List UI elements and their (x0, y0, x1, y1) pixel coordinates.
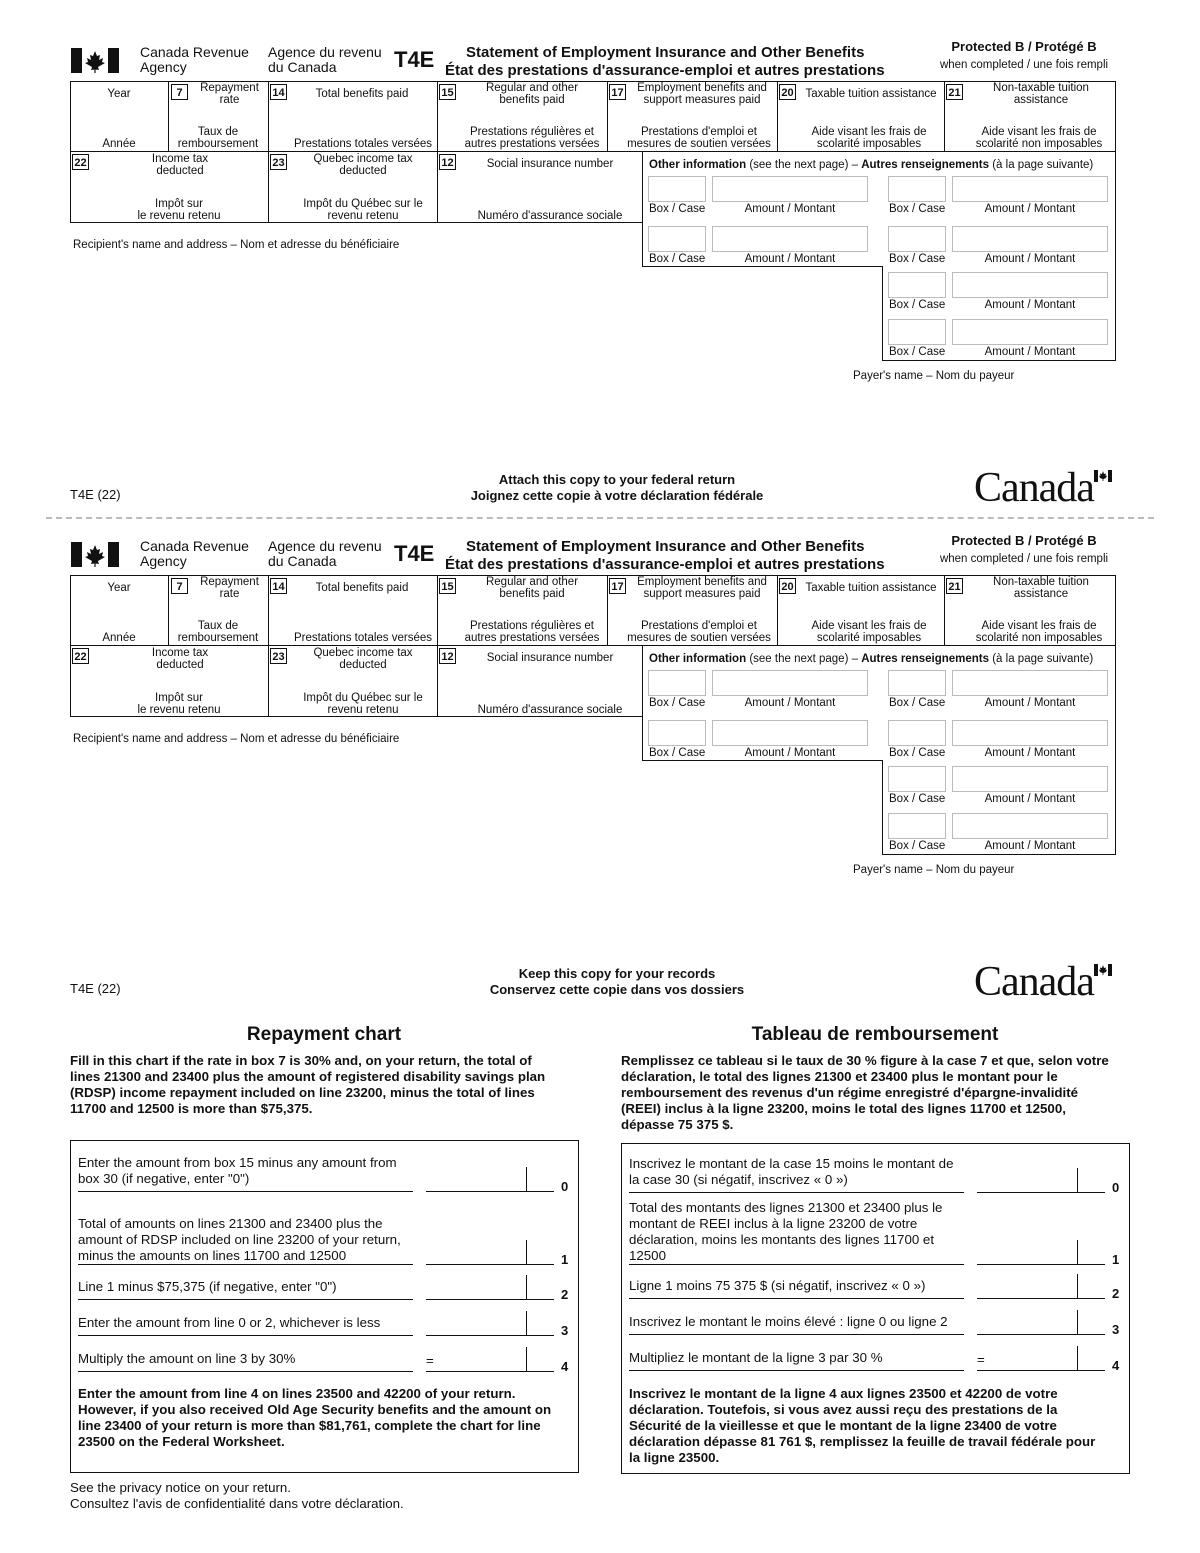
box-14-label-en: Total benefits paid (315, 88, 409, 100)
box-21-label-fr: Aide visant les frais de scolarité non imposables (975, 126, 1103, 150)
other-info-amount-field[interactable] (712, 720, 868, 746)
payer-label: Payer's name – Nom du payeur (853, 864, 1015, 876)
repayment-chart-en (70, 1140, 579, 1473)
other-info-box-field[interactable] (888, 813, 946, 839)
box-21-label-en: Non-taxable tuition assistance (993, 576, 1089, 600)
chart-line-4-number: 4 (1112, 1358, 1120, 1373)
amount-label: Amount / Montant (984, 747, 1076, 759)
box-15-label-en: Regular and other benefits paid (485, 576, 579, 600)
recipient-label: Recipient's name and address – Nom et adresse du bénéficiaire (73, 733, 400, 745)
box-22-number: 22 (72, 154, 89, 170)
other-info-box-field[interactable] (888, 766, 946, 792)
chart-line-3-number: 3 (1112, 1322, 1120, 1337)
box-23-label-en: Quebec income tax deducted (313, 647, 413, 671)
t4e-slip-copy-1 (0, 0, 1200, 511)
amount-label: Amount / Montant (744, 697, 836, 709)
other-info-box-field[interactable] (648, 226, 706, 252)
amount-label: Amount / Montant (744, 203, 836, 215)
chart-line-2-number: 2 (1112, 1286, 1120, 1301)
box-7-label-en: Repayment rate (200, 576, 259, 600)
canada-flag-icon (71, 542, 119, 567)
year-label-fr: Année (102, 632, 136, 644)
copy-instruction-en: Attach this copy to your federal return (498, 472, 736, 487)
chart-line-3-number: 3 (561, 1323, 569, 1338)
chart-title-en: Repayment chart (246, 1024, 402, 1045)
box-20-label-fr: Aide visant les frais de scolarité imposables (811, 126, 927, 150)
form-code: T4E (394, 541, 435, 566)
chart-row-label: Line 1 minus $75,375 (if negative, enter "0") (78, 1279, 337, 1294)
chart-line-0-number: 0 (1112, 1180, 1120, 1195)
box-7-number: 7 (171, 578, 188, 594)
chart-row-label: Inscrivez le montant le moins élevé : ligne 0 ou ligne 2 (629, 1314, 948, 1329)
chart-line-2-input[interactable] (977, 1274, 1105, 1299)
box-23-label-fr: Impôt du Québec sur le revenu retenu (303, 692, 423, 716)
chart-line-0-input[interactable] (426, 1167, 554, 1192)
year-label-fr: Année (102, 138, 136, 150)
chart-line-3-input[interactable] (426, 1311, 554, 1336)
box-20-label-fr: Aide visant les frais de scolarité imposables (811, 620, 927, 644)
amount-label: Amount / Montant (984, 697, 1076, 709)
box-20-number: 20 (779, 578, 796, 594)
box-14-label-fr: Prestations totales versées (293, 138, 433, 150)
box-case-label: Box / Case (889, 793, 946, 805)
box-15-label-fr: Prestations régulières et autres prestations versées (464, 126, 600, 150)
box-15-number: 15 (439, 578, 456, 594)
box-7-label-en: Repayment rate (200, 82, 259, 106)
box-23-number: 23 (270, 154, 287, 170)
chart-line-2-number: 2 (561, 1287, 569, 1302)
other-info-amount-field[interactable] (952, 670, 1108, 696)
box-14-number: 14 (270, 84, 287, 100)
box-12-label-fr: Numéro d'assurance sociale (477, 704, 623, 716)
wordmark-flag-icon (1094, 964, 1112, 976)
amount-label: Amount / Montant (744, 253, 836, 265)
box-12-label-en: Social insurance number (486, 652, 614, 664)
box-20-label-en: Taxable tuition assistance (805, 88, 937, 100)
privacy-notice-en: See the privacy notice on your return. (70, 1480, 291, 1495)
other-info-amount-field[interactable] (712, 226, 868, 252)
equals-sign: = (977, 1352, 985, 1367)
agency-name-en: Canada Revenue Agency (140, 44, 249, 75)
chart-intro-fr: Remplissez ce tableau si le taux de 30 % figure à la case 7 et que, selon votre déclaration, le total des lignes 21300 et 23400 plus le montant pour le remboursement des revenus d'un régime enregistré d'épargne-invalidité (REEI) inclus à la ligne 23200, moins le total des lignes 11700 et 12500, dépasse 75 375 $. (621, 1053, 1109, 1132)
protected-sub: when completed / une fois rempli (939, 59, 1109, 71)
repayment-chart-fr (621, 1143, 1130, 1474)
chart-line-0-number: 0 (561, 1179, 569, 1194)
other-info-amount-field[interactable] (952, 766, 1108, 792)
box-21-label-fr: Aide visant les frais de scolarité non imposables (975, 620, 1103, 644)
other-info-box-field[interactable] (888, 319, 946, 345)
box-case-label: Box / Case (889, 697, 946, 709)
form-version: T4E (22) (70, 487, 121, 502)
box-17-label-en: Employment benefits and support measures paid (637, 82, 767, 106)
box-case-label: Box / Case (649, 253, 706, 265)
box-case-label: Box / Case (889, 253, 946, 265)
box-23-label-en: Quebec income tax deducted (313, 153, 413, 177)
other-info-box-field[interactable] (648, 670, 706, 696)
box-case-label: Box / Case (889, 203, 946, 215)
box-23-number: 23 (270, 648, 287, 664)
box-22-label-fr: Impôt sur le revenu retenu (137, 692, 221, 716)
box-case-label: Box / Case (889, 346, 946, 358)
box-case-label: Box / Case (889, 747, 946, 759)
chart-row-label: Total of amounts on lines 21300 and 23400 plus the amount of RDSP included on line 23200 of your return, minus the amounts on lines 11700 and 12500 (78, 1216, 401, 1263)
form-code: T4E (394, 47, 435, 72)
box-21-number: 21 (946, 578, 963, 594)
privacy-notice-fr: Consultez l'avis de confidentialité dans votre déclaration. (70, 1496, 404, 1511)
amount-label: Amount / Montant (984, 346, 1076, 358)
other-info-box-field[interactable] (888, 176, 946, 202)
box-case-label: Box / Case (889, 299, 946, 311)
chart-row-label: Enter the amount from box 15 minus any amount from box 30 (if negative, enter "0") (78, 1155, 397, 1186)
agency-name-fr: Agence du revenu du Canada (268, 44, 382, 75)
t4e-slip-copy-2 (0, 494, 1200, 1005)
title-fr: État des prestations d'assurance-emploi et autres prestations (445, 62, 885, 79)
chart-intro-en: Fill in this chart if the rate in box 7 is 30% and, on your return, the total of lines 21300 and 23400 plus the amount of registered disability savings plan (RDSP) income repayment included on line 23200, minus the total of lines 11700 and 12500 is more than $75,375. (70, 1053, 546, 1116)
copy-instruction-en: Keep this copy for your records (518, 966, 716, 981)
recipient-label: Recipient's name and address – Nom et adresse du bénéficiaire (73, 239, 400, 251)
agency-name-fr: Agence du revenu du Canada (268, 538, 382, 569)
other-info-amount-field[interactable] (952, 813, 1108, 839)
equals-sign: = (426, 1353, 434, 1368)
other-info-header: Other information (see the next page) – Autres renseignements (à la page suivante) (649, 159, 1094, 171)
box-20-label-en: Taxable tuition assistance (805, 582, 937, 594)
protected-label: Protected B / Protégé B (951, 533, 1097, 548)
other-info-box-field[interactable] (648, 720, 706, 746)
chart-line-1-input[interactable] (977, 1240, 1105, 1265)
wordmark-flag-icon (1094, 470, 1112, 482)
canada-flag-icon (71, 48, 119, 73)
box-case-label: Box / Case (649, 747, 706, 759)
chart-line-1-number: 1 (561, 1252, 569, 1267)
chart-footer-fr: Inscrivez le montant de la ligne 4 aux lignes 23500 et 42200 de votre déclaration. Toutefois, si vous avez aussi reçu des prestations de la Sécurité de la vieillesse et que le montant de la ligne 23400 de votre déclaration dépasse 81 761 $, remplissez la feuille de travail fédérale pour la ligne 23500. (629, 1386, 1096, 1465)
copy-instruction-fr: Joignez cette copie à votre déclaration fédérale (470, 488, 764, 503)
chart-line-1-input[interactable] (426, 1240, 554, 1265)
chart-row-label: Ligne 1 moins 75 375 $ (si négatif, inscrivez « 0 ») (629, 1278, 926, 1293)
amount-label: Amount / Montant (984, 203, 1076, 215)
other-info-amount-field[interactable] (712, 176, 868, 202)
chart-footer-en: Enter the amount from line 4 on lines 23500 and 42200 of your return. However, if you also received Old Age Security benefits and the amount on line 23400 of your return is more than $81,761, complete the chart for line 23500 on the Federal Worksheet. (78, 1386, 552, 1449)
box-case-label: Box / Case (889, 840, 946, 852)
year-label-en: Year (107, 88, 131, 100)
chart-row-label: Total des montants des lignes 21300 et 23400 plus le montant de REEI inclus à la ligne 23200 de votre déclaration, moins les montants des lignes 11700 et 12500 (629, 1200, 943, 1263)
other-info-box-field[interactable] (888, 272, 946, 298)
other-info-amount-field[interactable] (712, 670, 868, 696)
canada-wordmark: Canada (974, 464, 1094, 512)
chart-row-label: Multipliez le montant de la ligne 3 par 30 % (629, 1350, 883, 1365)
box-23-label-fr: Impôt du Québec sur le revenu retenu (303, 198, 423, 222)
box-7-label-fr: Taux de remboursement (177, 620, 259, 644)
box-14-label-fr: Prestations totales versées (293, 632, 433, 644)
box-17-number: 17 (609, 84, 626, 100)
box-12-label-en: Social insurance number (486, 158, 614, 170)
box-21-number: 21 (946, 84, 963, 100)
box-12-number: 12 (439, 648, 456, 664)
box-22-label-en: Income tax deducted (151, 647, 209, 671)
box-case-label: Box / Case (649, 203, 706, 215)
box-case-label: Box / Case (649, 697, 706, 709)
protected-sub: when completed / une fois rempli (939, 553, 1109, 565)
chart-row-label: Enter the amount from line 0 or 2, whichever is less (78, 1315, 381, 1330)
agency-name-en: Canada Revenue Agency (140, 538, 249, 569)
chart-row-label: Inscrivez le montant de la case 15 moins le montant de la case 30 (si négatif, inscrivez « 0 ») (629, 1156, 954, 1187)
other-info-amount-field[interactable] (952, 226, 1108, 252)
chart-line-4-input[interactable] (426, 1347, 554, 1372)
chart-line-4-number: 4 (561, 1359, 569, 1374)
other-info-box-field[interactable] (888, 670, 946, 696)
chart-line-2-input[interactable] (426, 1275, 554, 1300)
amount-label: Amount / Montant (744, 747, 836, 759)
box-7-number: 7 (171, 84, 188, 100)
form-version: T4E (22) (70, 981, 121, 996)
copy-instruction-fr: Conservez cette copie dans vos dossiers (489, 982, 745, 997)
box-14-number: 14 (270, 578, 287, 594)
chart-row-label: Multiply the amount on line 3 by 30% (78, 1351, 296, 1366)
box-17-number: 17 (609, 578, 626, 594)
box-22-label-en: Income tax deducted (151, 153, 209, 177)
chart-line-4-input[interactable] (977, 1346, 1105, 1371)
other-info-box-field[interactable] (888, 720, 946, 746)
other-info-amount-field[interactable] (952, 272, 1108, 298)
other-info-box-field[interactable] (648, 176, 706, 202)
title-fr: État des prestations d'assurance-emploi et autres prestations (445, 556, 885, 573)
protected-label: Protected B / Protégé B (951, 39, 1097, 54)
box-20-number: 20 (779, 84, 796, 100)
box-12-number: 12 (439, 154, 456, 170)
amount-label: Amount / Montant (984, 840, 1076, 852)
amount-label: Amount / Montant (984, 299, 1076, 311)
title-en: Statement of Employment Insurance and Other Benefits (466, 538, 865, 555)
box-17-label-fr: Prestations d'emploi et mesures de soutien versées (627, 620, 771, 644)
box-15-number: 15 (439, 84, 456, 100)
payer-label: Payer's name – Nom du payeur (853, 370, 1015, 382)
chart-line-0-input[interactable] (977, 1168, 1105, 1193)
box-17-label-fr: Prestations d'emploi et mesures de soutien versées (627, 126, 771, 150)
amount-label: Amount / Montant (984, 793, 1076, 805)
box-21-label-en: Non-taxable tuition assistance (993, 82, 1089, 106)
other-info-box-field[interactable] (888, 226, 946, 252)
other-info-amount-field[interactable] (952, 176, 1108, 202)
box-7-label-fr: Taux de remboursement (177, 126, 259, 150)
box-12-label-fr: Numéro d'assurance sociale (477, 210, 623, 222)
other-info-header: Other information (see the next page) – Autres renseignements (à la page suivante) (649, 653, 1094, 665)
chart-line-1-number: 1 (1112, 1252, 1120, 1267)
amount-label: Amount / Montant (984, 253, 1076, 265)
box-15-label-fr: Prestations régulières et autres prestations versées (464, 620, 600, 644)
chart-line-3-input[interactable] (977, 1310, 1105, 1335)
chart-title-fr: Tableau de remboursement (751, 1024, 999, 1045)
other-info-amount-field[interactable] (952, 720, 1108, 746)
box-22-label-fr: Impôt sur le revenu retenu (137, 198, 221, 222)
other-info-amount-field[interactable] (952, 319, 1108, 345)
box-17-label-en: Employment benefits and support measures paid (637, 576, 767, 600)
box-14-label-en: Total benefits paid (315, 582, 409, 594)
year-label-en: Year (107, 582, 131, 594)
title-en: Statement of Employment Insurance and Other Benefits (466, 44, 865, 61)
box-15-label-en: Regular and other benefits paid (485, 82, 579, 106)
box-22-number: 22 (72, 648, 89, 664)
canada-wordmark: Canada (974, 958, 1094, 1006)
